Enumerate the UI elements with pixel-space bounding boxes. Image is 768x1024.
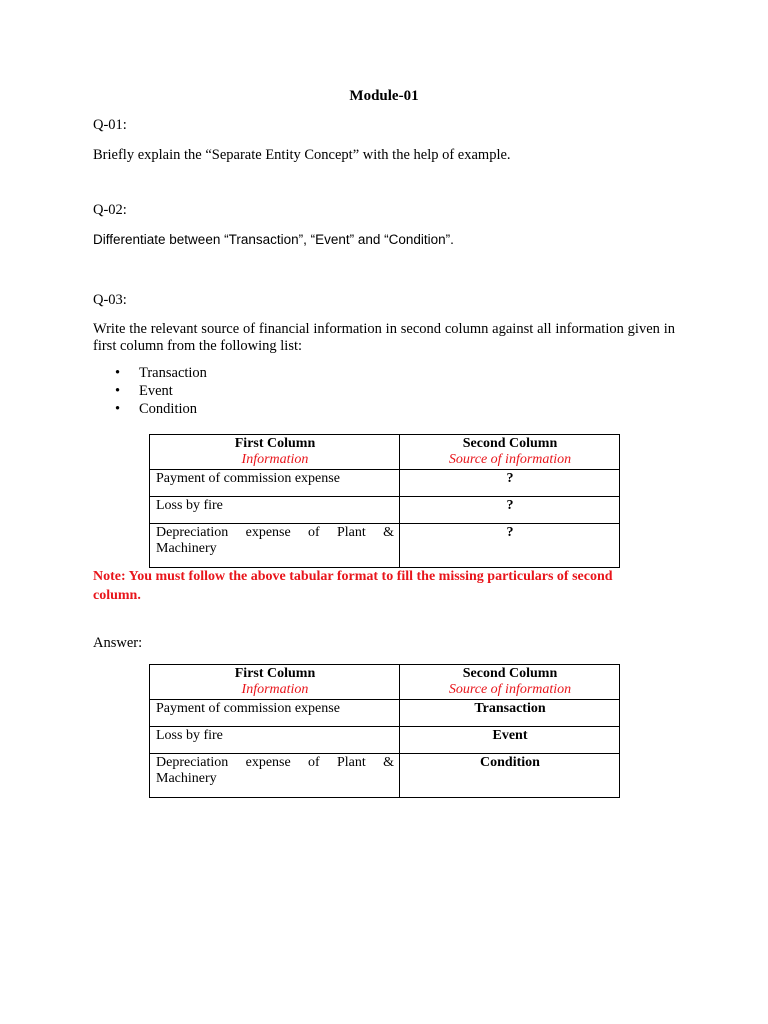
header-cell bbox=[400, 435, 620, 470]
answer-table bbox=[149, 664, 620, 798]
list-item: • Transaction bbox=[115, 365, 207, 381]
bullet-icon: • bbox=[115, 383, 121, 399]
header-cell bbox=[400, 665, 620, 700]
info-line: Depreciation expense of Plant & bbox=[156, 525, 394, 540]
table-row bbox=[150, 700, 620, 727]
table-header-row bbox=[150, 665, 620, 700]
col2-header: Second Column bbox=[462, 666, 558, 681]
col1-sub: Information bbox=[241, 452, 309, 467]
col1-sub: Information bbox=[241, 682, 309, 697]
info-cell: Payment of commission expense bbox=[150, 700, 400, 727]
q1-label: Q-01: bbox=[93, 117, 127, 133]
q3-text: Write the relevant source of financial information in second column against all information given in first column from the following list: bbox=[93, 321, 675, 354]
col2-header: Second Column bbox=[462, 436, 558, 451]
col2-sub: Source of information bbox=[448, 682, 572, 697]
info-cell bbox=[150, 754, 400, 798]
header-cell bbox=[150, 435, 400, 470]
list-item: • Event bbox=[115, 383, 173, 399]
table-header-row bbox=[150, 435, 620, 470]
question-table bbox=[149, 434, 620, 568]
table-row bbox=[150, 497, 620, 524]
col1-header: First Column bbox=[234, 436, 316, 451]
info-line: Depreciation expense of Plant & bbox=[156, 755, 394, 770]
table-row bbox=[150, 524, 620, 568]
source-cell: ? bbox=[400, 470, 620, 497]
q2-text: Differentiate between “Transaction”, “Event” and “Condition”. bbox=[93, 232, 454, 247]
source-cell: ? bbox=[400, 497, 620, 524]
source-cell: ? bbox=[400, 524, 620, 568]
info-cell: Payment of commission expense bbox=[150, 470, 400, 497]
bullet-list bbox=[93, 364, 207, 418]
answer-cell: Transaction bbox=[400, 700, 620, 727]
info-cell bbox=[150, 524, 400, 568]
answer-cell: Event bbox=[400, 727, 620, 754]
bullet-icon: • bbox=[115, 365, 121, 381]
header-cell bbox=[150, 665, 400, 700]
col2-sub: Source of information bbox=[448, 452, 572, 467]
bullet-icon: • bbox=[115, 401, 121, 417]
table-row bbox=[150, 754, 620, 798]
col1-header: First Column bbox=[234, 666, 316, 681]
info-cell: Loss by fire bbox=[150, 497, 400, 524]
page-title: Module-01 bbox=[349, 88, 419, 104]
q3-label: Q-03: bbox=[93, 292, 127, 308]
q1-text: Briefly explain the “Separate Entity Concept” with the help of example. bbox=[93, 147, 511, 163]
table-row bbox=[150, 470, 620, 497]
list-item: • Condition bbox=[115, 401, 198, 417]
answer-label: Answer: bbox=[93, 635, 143, 651]
info-line: Machinery bbox=[156, 771, 217, 786]
info-line: Machinery bbox=[156, 541, 217, 556]
answer-cell: Condition bbox=[400, 754, 620, 798]
q2-label: Q-02: bbox=[93, 202, 127, 218]
note-text: Note: You must follow the above tabular format to fill the missing particulars of second column. bbox=[93, 569, 613, 603]
table-row bbox=[150, 727, 620, 754]
info-cell: Loss by fire bbox=[150, 727, 400, 754]
